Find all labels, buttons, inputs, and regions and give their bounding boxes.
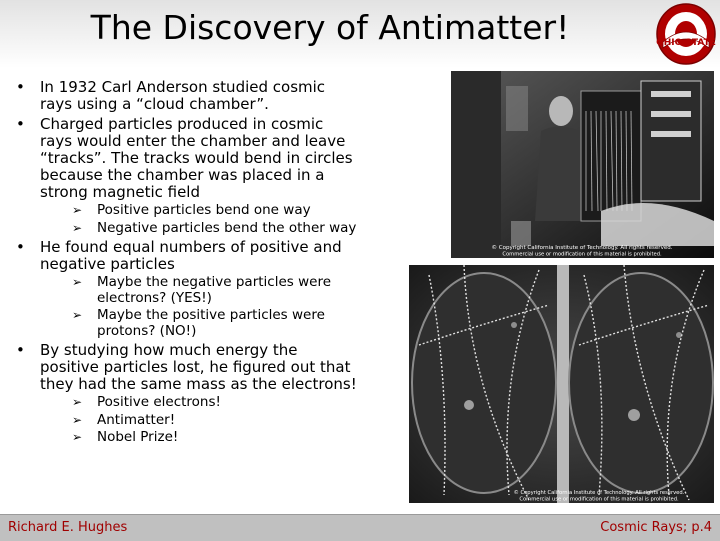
cloud-chamber-tracks-photo bbox=[409, 265, 714, 503]
svg-text:© Copyright California Institu: © Copyright California Institute of Technology. All rights reserved. bbox=[491, 245, 673, 251]
svg-text:© Copyright California Institu: © Copyright California Institute of Technology. All rights reserved. bbox=[513, 490, 685, 496]
sub-bullet: ➢ Negative particles bend the other way bbox=[72, 219, 357, 236]
bullet-1: • In 1932 Carl Anderson studied cosmic rays using a “cloud chamber”. bbox=[16, 78, 326, 113]
footer-bar bbox=[0, 514, 720, 541]
bullet-2: • Charged particles produced in cosmic rays would enter the chamber and leave “tracks”. The tracks would bend in circles because the chamber was placed in a strong magnetic field ➢ Positive particles bend one way ➢ Negative particles bend the other way bbox=[14, 116, 360, 236]
sub-bullet: ➢ Antimatter! bbox=[72, 411, 176, 428]
svg-text:Commercial use or modification: Commercial use or modification of this material is prohibited. bbox=[519, 496, 679, 503]
svg-text:Commercial use or modification: Commercial use or modification of this material is prohibited. bbox=[502, 251, 662, 258]
footer-author: Richard E. Hughes bbox=[8, 520, 128, 535]
sub-bullet: ➢ Nobel Prize! bbox=[72, 429, 179, 445]
anderson-apparatus-photo bbox=[451, 71, 714, 258]
sub-bullet: ➢ Positive electrons! bbox=[72, 394, 221, 410]
sub-bullet: ➢ Positive particles bend one way bbox=[72, 202, 311, 218]
bullet-4: • By studying how much energy the positive particles lost, he figured out that they had the same mass as the electrons! ➢ Positive electrons! ➢ Antimatter! ➢ Nobel Prize! bbox=[14, 342, 360, 446]
footer-page: Cosmic Rays; p.4 bbox=[600, 520, 712, 535]
bullet-3: • He found equal numbers of positive and negative particles ➢ Maybe the negative particles were electrons? (YES!) ➢ Maybe the positive particles were protons? (NO!) bbox=[14, 239, 360, 339]
ohio-state-logo bbox=[655, 2, 717, 66]
logo-text: OHIO STATE bbox=[656, 38, 716, 48]
sub-bullet: ➢ Maybe the positive particles were protons? (NO!) bbox=[72, 307, 325, 339]
slide-title: The Discovery of Antimatter! bbox=[90, 8, 570, 47]
sub-bullet: ➢ Maybe the negative particles were electrons? (YES!) bbox=[72, 274, 332, 306]
bullet-list bbox=[14, 79, 360, 449]
